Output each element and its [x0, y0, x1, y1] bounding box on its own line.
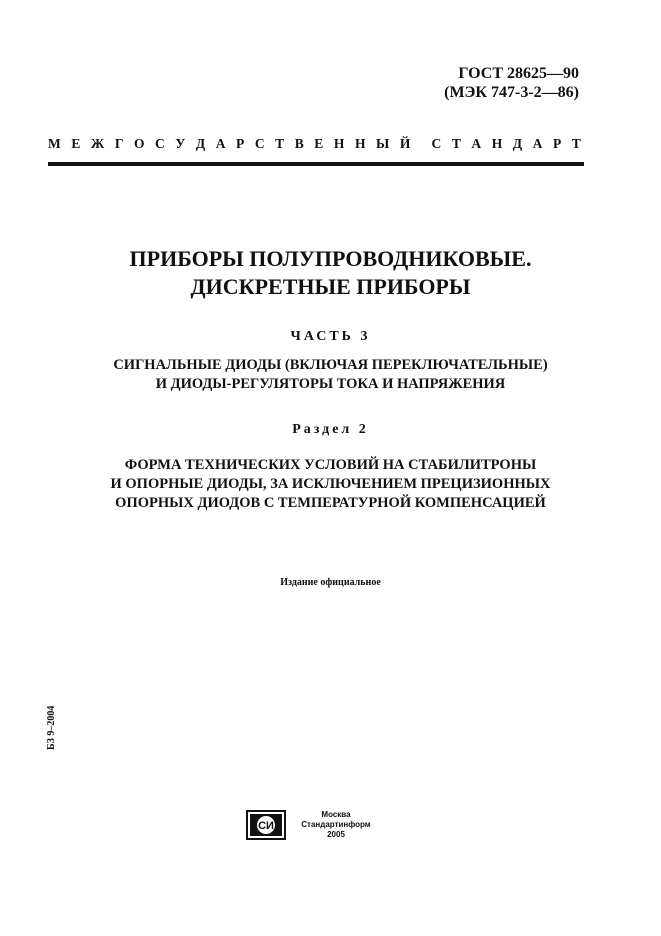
- letter: А: [215, 136, 226, 151]
- subtitle-line: ФОРМА ТЕХНИЧЕСКИХ УСЛОВИЙ НА СТАБИЛИТРОНЫ: [124, 457, 537, 473]
- letter: В: [294, 136, 304, 151]
- interstate-standard-heading: [48, 135, 581, 153]
- letter: О: [133, 136, 145, 151]
- gost-number: ГОСТ 28625—90: [458, 65, 579, 82]
- standartinform-logo-icon: [246, 810, 286, 840]
- letter: Й: [399, 136, 411, 151]
- logo-text: СИ: [258, 820, 274, 832]
- subtitle-line: И ДИОДЫ-РЕГУЛЯТОРЫ ТОКА И НАПРЯЖЕНИЯ: [155, 376, 506, 392]
- publisher-year: 2005: [327, 830, 345, 839]
- letter: Т: [571, 136, 581, 151]
- letter: С: [254, 136, 265, 151]
- letter: Т: [451, 136, 461, 151]
- heading-divider: [48, 162, 584, 166]
- iec-number: (МЭК 747-3-2—86): [444, 84, 579, 101]
- title-line: ДИСКРЕТНЫЕ ПРИБОРЫ: [190, 274, 471, 299]
- publisher-name: Стандартинформ: [301, 820, 371, 829]
- letter: А: [471, 136, 482, 151]
- letter: Г: [114, 136, 124, 151]
- letter: Ы: [376, 136, 390, 151]
- title-line: ПРИБОРЫ ПОЛУПРОВОДНИКОВЫЕ.: [129, 246, 532, 271]
- edition-note: Издание официальное: [280, 577, 381, 588]
- letter: Н: [354, 136, 366, 151]
- part-subtitle: [0, 356, 661, 394]
- part-label: ЧАСТЬ 3: [290, 329, 371, 344]
- letter: Т: [275, 136, 285, 151]
- publisher-city: Москва: [321, 810, 351, 819]
- subtitle-line: СИГНАЛЬНЫЕ ДИОДЫ (ВКЛЮЧАЯ ПЕРЕКЛЮЧАТЕЛЬНЫЕ): [113, 357, 548, 373]
- subtitle-line: И ОПОРНЫЕ ДИОДЫ, ЗА ИСКЛЮЧЕНИЕМ ПРЕЦИЗИОННЫХ: [110, 476, 551, 492]
- letter: Д: [512, 136, 523, 151]
- gost-designation: [444, 64, 579, 102]
- letter: Д: [195, 136, 206, 151]
- letter: Ж: [90, 136, 105, 151]
- letter: М: [48, 136, 61, 151]
- publisher-info: [292, 810, 380, 840]
- letter: С: [431, 136, 442, 151]
- letter: У: [175, 136, 186, 151]
- document-title: [0, 245, 661, 301]
- letter: Н: [491, 136, 503, 151]
- letter: С: [155, 136, 165, 151]
- letter: Р: [236, 136, 245, 151]
- letter: А: [532, 136, 543, 151]
- letter: Е: [71, 136, 81, 151]
- section-label: Раздел 2: [292, 422, 369, 437]
- side-catalog-note: БЗ 9–2004: [46, 705, 57, 750]
- subtitle-line: ОПОРНЫХ ДИОДОВ С ТЕМПЕРАТУРНОЙ КОМПЕНСАЦИЕЙ: [115, 495, 546, 511]
- letter: Н: [333, 136, 345, 151]
- letter: Е: [314, 136, 324, 151]
- section-subtitle: [0, 456, 661, 513]
- letter: Р: [552, 136, 562, 151]
